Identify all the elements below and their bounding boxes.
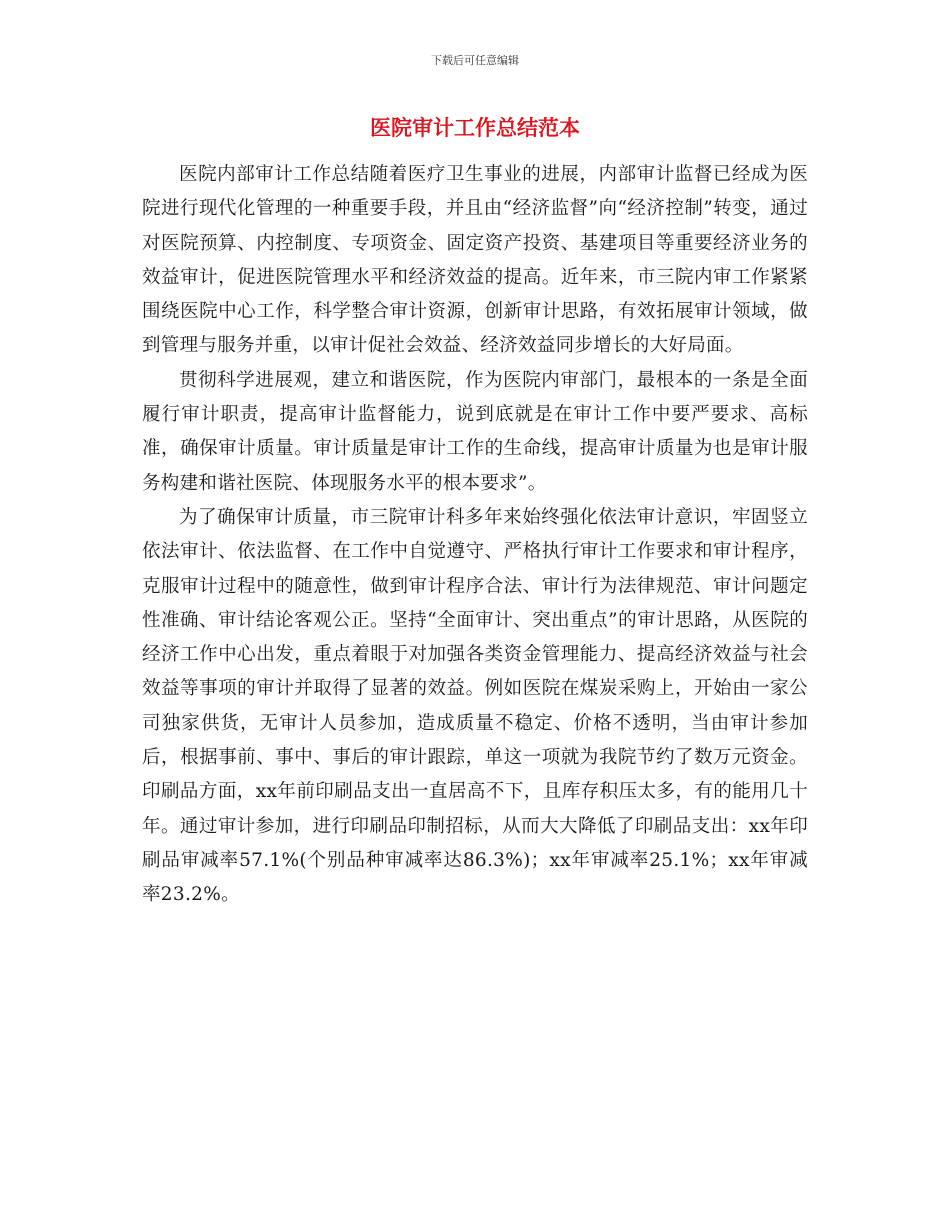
paragraph-2: 贯彻科学进展观，建立和谐医院，作为医院内审部门，最根本的一条是全面履行审计职责，提高审计监督能力，说到底就是在审计工作中要严要求、高标准，确保审计质量。审计质量是审计工作的生命线，提高审计质量为也是审计服务构建和谐社医院、体现服务水平的根本要求”。 xyxy=(142,369,808,494)
document-body xyxy=(142,158,808,913)
paragraph-1: 医院内部审计工作总结随着医疗卫生事业的进展，内部审计监督已经成为医院进行现代化管理的一种重要手段，并且由“经济监督”向“经济控制”转变，通过对医院预算、内控制度、专项资金、固定资产投资、基建项目等重要经济业务的效益审计，促进医院管理水平和经济效益的提高。近年来，市三院内审工作紧紧围绕医院中心工作，科学整合审计资源，创新审计思路，有效拓展审计领域，做到管理与服务并重，以审计促社会效益、经济效益同步增长的大好局面。 xyxy=(142,164,808,357)
document-title: 医院审计工作总结范本 xyxy=(370,116,580,140)
page-header-note: 下载后可任意编辑 xyxy=(431,54,519,67)
paragraph-3: 为了确保审计质量，市三院审计科多年来始终强化依法审计意识，牢固竖立依法审计、依法监督、在工作中自觉遵守、严格执行审计工作要求和审计程序，克服审计过程中的随意性，做到审计程序合法、审计行为法律规范、审计问题定性准确、审计结论客观公正。坚持“全面审计、突出重点”的审计思路，从医院的经济工作中心出发，重点着眼于对加强各类资金管理能力、提高经济效益与社会效益等事项的审计并取得了显著的效益。例如医院在煤炭采购上，开始由一家公司独家供货，无审计人员参加，造成质量不稳定、价格不透明，当由审计参加后，根据事前、事中、事后的审计跟踪，单这一项就为我院节约了数万元资金。印刷品方面，xx年前印刷品支出一直居高不下，且库存积压太多，有的能用几十年。通过审计参加，进行印刷品印制招标，从而大大降低了印刷品支出：xx年印刷品审减率57.1%(个别品种审减率达86.3%)；xx年审减率25.1%；xx年审减率23.2%。 xyxy=(142,506,808,906)
